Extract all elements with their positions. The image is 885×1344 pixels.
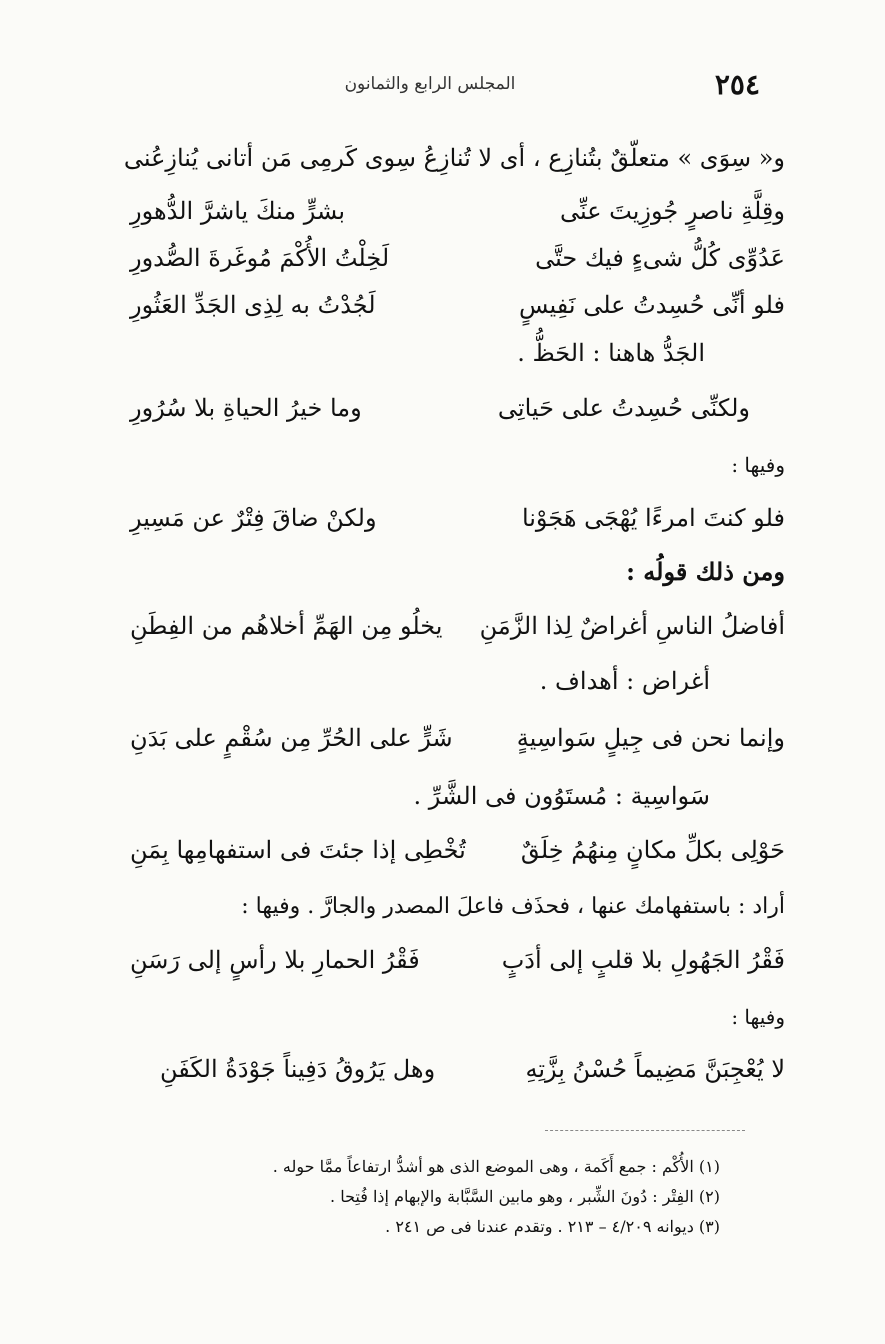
verse-second-hemistich: وهل يَرُوقُ دَفِيناً جَوْدَةُ الكَفَنِ <box>160 1055 436 1083</box>
verse-line <box>100 243 785 273</box>
verse-second-hemistich: ولكنْ ضاقَ فِتْرٌ عن مَسِيرِ <box>130 504 377 532</box>
verse-first-hemistich: فلو أنِّى حُسِدتُ على نَفِيسٍ <box>518 291 785 319</box>
gloss-line: سَواسِية : مُستَوُون فى الشَّرِّ . <box>413 782 710 810</box>
intro-line: وفيها : <box>731 1005 785 1029</box>
prose-line: و« سِوَى » متعلّقٌ بتُنازِع ، أى لا تُنازِعُ سِوى كَرمِى مَن أتانى يُنازِعُنى <box>123 144 785 172</box>
verse-first-hemistich: وإنما نحن فى جِيلٍ سَواسِيةٍ <box>516 724 785 752</box>
verse-first-hemistich: ولكنِّى حُسِدتُ على حَياتِى <box>497 394 750 422</box>
footnotes <box>80 1152 720 1242</box>
verse-line <box>100 503 785 533</box>
verse-first-hemistich: فَقْرُ الجَهُولِ بلا قلبٍ إلى أدَبٍ <box>501 946 785 974</box>
verse-second-hemistich: لَجُدْتُ به لِذِى الجَدِّ العَثُورِ <box>130 291 376 319</box>
gloss-line: أراد : باستفهامك عنها ، فحذَف فاعلَ المصدر والجارَّ . وفيها : <box>241 894 785 919</box>
footnote-separator <box>545 1130 745 1131</box>
verse-first-hemistich: عَدُوِّى كُلُّ شىءٍ فيك حتَّى <box>535 244 785 272</box>
section-intro: ومن ذلك قولُه : <box>626 557 785 586</box>
verse-first-hemistich: وقِلَّةِ ناصرٍ جُوزِيتَ عنِّى <box>559 197 785 225</box>
footnote: (١) الأُكْم : جمع أَكَمة ، وهى الموضع الذى هو أشدُّ ارتفاعاً ممَّا حوله . <box>272 1157 720 1176</box>
verse-first-hemistich: حَوْلِى بكلِّ مكانٍ مِنهُمُ خِلَقٌ <box>520 836 785 864</box>
verse-line <box>100 290 785 320</box>
footnote: (٢) الفِتْر : دُونَ الشِّبر ، وهو مابين السَّبَّابة والإبهام إذا فُتِحا . <box>330 1187 720 1206</box>
verse-line <box>100 611 785 641</box>
running-title: المجلس الرابع والثمانون <box>344 74 516 94</box>
verse-second-hemistich: لَخِلْتُ الأُكْمَ مُوغَرةَ الصُّدورِ <box>130 244 390 272</box>
verse-line <box>100 1054 785 1084</box>
footnote: (٣) ديوانه ٤/٢٠٩ – ٢١٣ . وتقدم عندنا فى ص ٢٤١ . <box>385 1217 720 1236</box>
gloss-line: أغراض : أهداف . <box>539 667 710 695</box>
verse-line <box>100 835 785 865</box>
verse-line <box>100 945 785 975</box>
verse-line <box>100 196 785 226</box>
verse-second-hemistich: تُخْطِى إذا جئتَ فى استفهامِها بِمَنِ <box>130 836 466 864</box>
verse-line <box>100 393 785 423</box>
gloss-line: الجَدُّ هاهنا : الحَظُّ . <box>517 339 705 367</box>
verse-first-hemistich: لا يُعْجِبَنَّ مَضِيماً حُسْنُ بِزَّتِهِ <box>525 1055 785 1083</box>
intro-line: وفيها : <box>731 453 785 477</box>
verse-first-hemistich: فلو كنتَ امرءًا يُهْجَى هَجَوْنا <box>521 504 785 532</box>
verse-second-hemistich: وما خيرُ الحياةِ بلا سُرُورِ <box>130 394 362 422</box>
verse-second-hemistich: فَقْرُ الحمارِ بلا رأسٍ إلى رَسَنِ <box>130 946 420 974</box>
page-number: ٢٥٤ <box>714 68 760 101</box>
verse-second-hemistich: يخلُو مِن الهَمِّ أخلاهُم من الفِطَنِ <box>130 612 443 640</box>
verse-line <box>100 723 785 753</box>
verse-first-hemistich: أفاضلُ الناسِ أغراضٌ لِذا الزَّمَنِ <box>479 612 785 640</box>
verse-second-hemistich: بشرٍّ منكَ ياشرَّ الدُّهورِ <box>130 197 346 225</box>
verse-second-hemistich: شَرٍّ على الحُرِّ مِن سُقْمٍ على بَدَنِ <box>130 724 453 752</box>
